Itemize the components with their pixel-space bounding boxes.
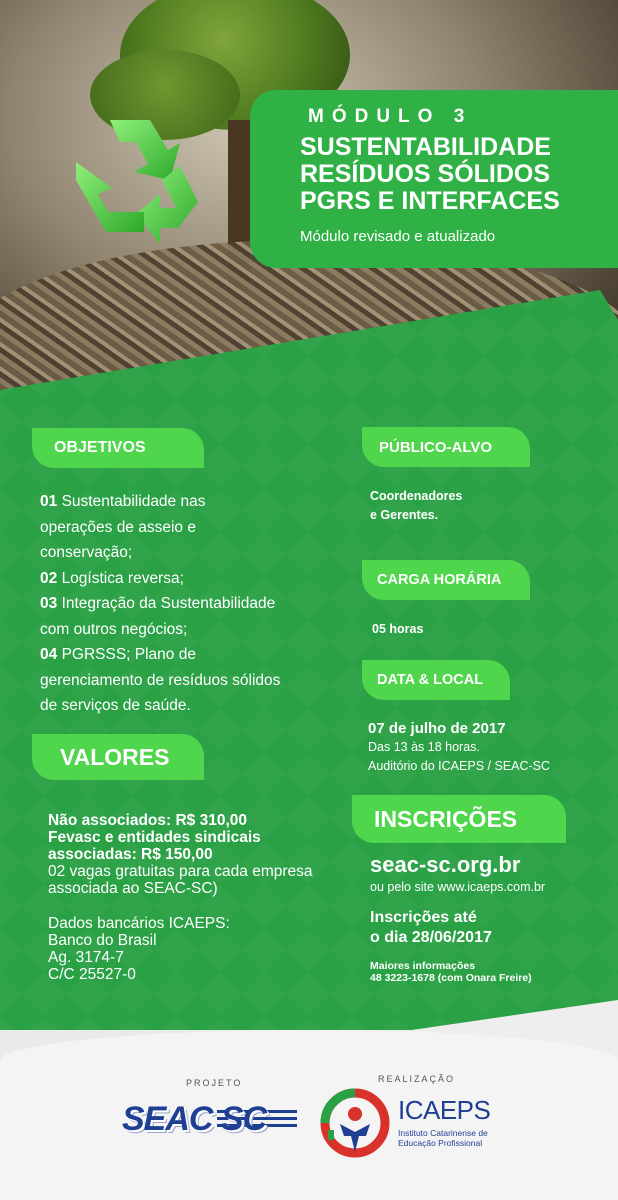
registration-link[interactable]: seac-sc.org.br xyxy=(370,852,521,877)
subtitle: Módulo revisado e atualizado xyxy=(300,228,496,245)
values-block xyxy=(48,812,348,983)
list-item xyxy=(40,566,340,592)
audience-line: e Gerentes. xyxy=(370,508,439,522)
info-label: Maiores informações xyxy=(370,960,476,972)
section-heading-publico xyxy=(362,427,530,467)
deadline: Inscrições até xyxy=(370,909,477,926)
event-place: Auditório do ICAEPS / SEAC-SC xyxy=(368,759,551,773)
heading-text: VALORES xyxy=(60,743,170,770)
item-text: Integração da Sustentabilidade xyxy=(61,595,276,612)
item-number: 03 xyxy=(40,595,58,612)
title-line: PGRS E INTERFACES xyxy=(300,187,560,215)
heading-text: INSCRIÇÕES xyxy=(374,805,518,832)
list-item xyxy=(40,693,340,719)
projeto-label: PROJETO xyxy=(186,1078,243,1088)
free-seats: 02 vagas gratuitas para cada empresa xyxy=(48,863,313,880)
recycle-icon xyxy=(58,108,208,248)
seac-logo-text: SEAC SC xyxy=(122,1100,267,1138)
list-item xyxy=(40,489,340,515)
price-line: Fevasc e entidades sindicais xyxy=(48,829,261,846)
audience-text xyxy=(370,487,462,525)
bank-title: Dados bancários ICAEPS: xyxy=(48,915,230,932)
alt-registration-link[interactable]: ou pelo site www.icaeps.com.br xyxy=(370,880,546,894)
item-text: Logística reversa; xyxy=(61,569,184,587)
event-time: Das 13 às 18 horas. xyxy=(368,740,480,754)
workload-value: 05 horas xyxy=(372,622,424,636)
icaeps-subtitle: Educação Profissional xyxy=(398,1138,483,1148)
registration-block xyxy=(370,852,610,984)
heading-text: OBJETIVOS xyxy=(54,439,146,456)
section-heading-carga xyxy=(362,560,530,600)
bank-name: Banco do Brasil xyxy=(48,932,157,949)
list-item xyxy=(40,642,340,668)
heading-text: PÚBLICO-ALVO xyxy=(379,438,493,456)
item-text: gerenciamento de resíduos sólidos xyxy=(40,671,281,689)
date-place-block xyxy=(368,719,550,776)
section-heading-valores xyxy=(32,734,204,780)
heading-text: DATA & LOCAL xyxy=(377,672,484,688)
list-item xyxy=(40,617,340,643)
item-number: 04 xyxy=(40,646,58,663)
title-panel xyxy=(250,90,618,268)
module-label: MÓDULO 3 xyxy=(308,106,473,127)
info-phone: 48 3223-1678 (com Onara Freire) xyxy=(370,972,532,984)
price-non-members: Não associados: R$ 310,00 xyxy=(48,812,248,829)
item-text: Sustentabilidade nas xyxy=(61,493,206,510)
item-text: de serviços de saúde. xyxy=(40,697,191,714)
item-text: operações de asseio e xyxy=(40,518,196,536)
heading-text: CARGA HORÁRIA xyxy=(377,572,502,588)
section-heading-data xyxy=(362,660,510,700)
icaeps-emblem-icon xyxy=(318,1086,392,1160)
bank-agency: Ag. 3174-7 xyxy=(48,949,124,966)
item-text: PGRSSS; Plano de xyxy=(61,646,196,663)
icaeps-subtitle: Instituto Catarinense de xyxy=(398,1128,488,1138)
list-item xyxy=(40,591,340,617)
list-item xyxy=(40,540,340,566)
price-members: associadas: R$ 150,00 xyxy=(48,846,213,863)
event-date: 07 de julho de 2017 xyxy=(368,720,506,737)
title-line: SUSTENTABILIDADE xyxy=(300,133,551,161)
footer-bg xyxy=(0,1030,618,1200)
icaeps-name: ICAEPS xyxy=(398,1095,491,1125)
item-text: com outros negócios; xyxy=(40,620,188,638)
objectives-list xyxy=(40,489,340,719)
deadline-date: o dia 28/06/2017 xyxy=(370,929,492,946)
item-text: conservação; xyxy=(40,544,133,561)
list-item xyxy=(40,515,340,541)
item-number: 01 xyxy=(40,493,58,510)
title-line: RESÍDUOS SÓLIDOS xyxy=(300,160,551,188)
bank-account: C/C 25527-0 xyxy=(48,966,136,983)
section-heading-objetivos xyxy=(32,428,204,468)
seac-logo xyxy=(122,1098,297,1140)
list-item xyxy=(40,668,340,694)
audience-line: Coordenadores xyxy=(370,489,463,503)
item-number: 02 xyxy=(40,569,58,587)
free-seats-cont: associada ao SEAC-SC) xyxy=(48,880,218,897)
icaeps-wordmark xyxy=(398,1095,490,1148)
realizacao-label: REALIZAÇÃO xyxy=(378,1074,456,1084)
section-heading-inscricoes xyxy=(352,795,566,843)
